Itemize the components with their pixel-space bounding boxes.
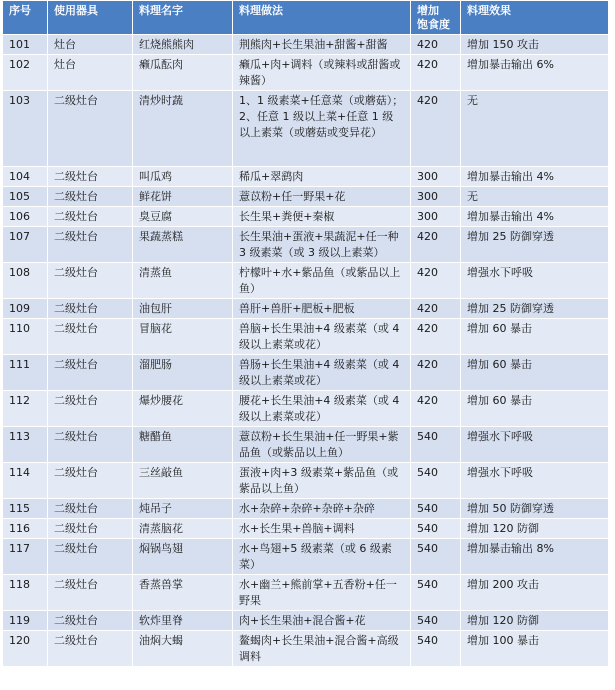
table-row <box>3 35 609 55</box>
cell-effect: 增强水下呼吸 <box>461 263 609 299</box>
cell-id: 109 <box>3 299 48 319</box>
cell-effect: 无 <box>461 187 609 207</box>
table-row <box>3 631 609 667</box>
table-row <box>3 519 609 539</box>
cell-id: 101 <box>3 35 48 55</box>
cell-id: 112 <box>3 391 48 427</box>
header-id: 序号 <box>3 1 48 35</box>
cell-satiety: 420 <box>411 319 461 355</box>
cell-name: 鲜花饼 <box>133 187 233 207</box>
header-satiety: 增加 饱食度 <box>411 1 461 35</box>
cell-effect: 增加暴击输出 6% <box>461 55 609 91</box>
cell-method: 1、1 级素菜+任意菜（或蘑菇）；2、任意 1 级以上菜+任意 1 级以上素菜（或蘑菇或变异花） <box>233 91 411 167</box>
cell-name: 果蔬蒸糕 <box>133 227 233 263</box>
cell-id: 113 <box>3 427 48 463</box>
cell-method: 长生果油+蛋液+果蔬泥+任一种 3 级素菜（或 3 级以上素菜） <box>233 227 411 263</box>
cell-tool: 二级灶台 <box>48 391 133 427</box>
cell-id: 105 <box>3 187 48 207</box>
table-row <box>3 167 609 187</box>
header-name: 料理名字 <box>133 1 233 35</box>
cell-satiety: 420 <box>411 299 461 319</box>
cell-tool: 二级灶台 <box>48 519 133 539</box>
table-row <box>3 55 609 91</box>
cell-id: 114 <box>3 463 48 499</box>
cell-tool: 灶台 <box>48 35 133 55</box>
cell-method: 兽脑+长生果油+4 级素菜（或 4 级以上素菜或花） <box>233 319 411 355</box>
cell-satiety: 300 <box>411 187 461 207</box>
table-row <box>3 299 609 319</box>
header-method: 料理做法 <box>233 1 411 35</box>
header-effect: 料理效果 <box>461 1 609 35</box>
table-row <box>3 263 609 299</box>
cell-effect: 增强水下呼吸 <box>461 463 609 499</box>
cell-method: 肉+长生果油+混合酱+花 <box>233 611 411 631</box>
cell-name: 炖吊子 <box>133 499 233 519</box>
cell-effect: 增加暴击输出 4% <box>461 207 609 227</box>
cell-method: 薏苡粉+长生果油+任一野果+紫品鱼（或紫品以上鱼） <box>233 427 411 463</box>
cell-effect: 增加 60 暴击 <box>461 355 609 391</box>
cell-satiety: 540 <box>411 575 461 611</box>
cell-effect: 增加 150 攻击 <box>461 35 609 55</box>
cell-id: 120 <box>3 631 48 667</box>
cell-method: 鳌蝎肉+长生果油+混合酱+高级调料 <box>233 631 411 667</box>
cell-tool: 二级灶台 <box>48 463 133 499</box>
cell-id: 119 <box>3 611 48 631</box>
cell-method: 腰花+长生果油+4 级素菜（或 4 级以上素菜或花） <box>233 391 411 427</box>
cell-satiety: 300 <box>411 167 461 187</box>
cell-id: 103 <box>3 91 48 167</box>
cell-method: 水+杂碎+杂碎+杂碎+杂碎 <box>233 499 411 519</box>
cell-method: 蛋液+肉+3 级素菜+紫品鱼（或紫品以上鱼） <box>233 463 411 499</box>
recipe-table <box>2 0 609 667</box>
cell-tool: 二级灶台 <box>48 91 133 167</box>
cell-effect: 增加暴击输出 4% <box>461 167 609 187</box>
cell-method: 兽肝+兽肝+肥板+肥板 <box>233 299 411 319</box>
cell-method: 水+长生果+兽脑+调料 <box>233 519 411 539</box>
cell-name: 清蒸鱼 <box>133 263 233 299</box>
cell-effect: 增加 100 暴击 <box>461 631 609 667</box>
cell-id: 106 <box>3 207 48 227</box>
cell-name: 溜肥肠 <box>133 355 233 391</box>
cell-satiety: 540 <box>411 631 461 667</box>
cell-effect: 增强水下呼吸 <box>461 427 609 463</box>
table-row <box>3 463 609 499</box>
cell-tool: 二级灶台 <box>48 611 133 631</box>
cell-tool: 二级灶台 <box>48 319 133 355</box>
table-row <box>3 391 609 427</box>
table-row <box>3 207 609 227</box>
cell-name: 爆炒腰花 <box>133 391 233 427</box>
cell-name: 焖锅鸟翅 <box>133 539 233 575</box>
cell-method: 水+幽兰+熊前掌+五香粉+任一野果 <box>233 575 411 611</box>
cell-method: 长生果+粪便+秦椒 <box>233 207 411 227</box>
cell-id: 104 <box>3 167 48 187</box>
cell-id: 118 <box>3 575 48 611</box>
cell-tool: 二级灶台 <box>48 207 133 227</box>
cell-satiety: 540 <box>411 499 461 519</box>
cell-satiety: 540 <box>411 427 461 463</box>
cell-tool: 二级灶台 <box>48 355 133 391</box>
cell-satiety: 420 <box>411 263 461 299</box>
cell-effect: 增加 120 防御 <box>461 611 609 631</box>
cell-tool: 二级灶台 <box>48 167 133 187</box>
cell-name: 清蒸脑花 <box>133 519 233 539</box>
table-row <box>3 91 609 167</box>
cell-tool: 二级灶台 <box>48 575 133 611</box>
cell-effect: 增加暴击输出 8% <box>461 539 609 575</box>
table-row <box>3 319 609 355</box>
cell-tool: 二级灶台 <box>48 631 133 667</box>
cell-id: 111 <box>3 355 48 391</box>
cell-method: 薏苡粉+任一野果+花 <box>233 187 411 207</box>
cell-name: 癞瓜酝肉 <box>133 55 233 91</box>
cell-name: 叫瓜鸡 <box>133 167 233 187</box>
cell-id: 115 <box>3 499 48 519</box>
cell-tool: 灶台 <box>48 55 133 91</box>
cell-satiety: 420 <box>411 55 461 91</box>
cell-tool: 二级灶台 <box>48 227 133 263</box>
table-header-row <box>3 1 609 35</box>
cell-effect: 无 <box>461 91 609 167</box>
table-row <box>3 187 609 207</box>
cell-satiety: 540 <box>411 519 461 539</box>
cell-satiety: 540 <box>411 463 461 499</box>
table-row <box>3 611 609 631</box>
cell-effect: 增加 60 暴击 <box>461 319 609 355</box>
cell-method: 兽肠+长生果油+4 级素菜（或 4 级以上素菜或花） <box>233 355 411 391</box>
cell-method: 柠檬叶+水+紫品鱼（或紫品以上鱼） <box>233 263 411 299</box>
cell-id: 108 <box>3 263 48 299</box>
table-row <box>3 539 609 575</box>
cell-satiety: 420 <box>411 91 461 167</box>
table-row <box>3 427 609 463</box>
cell-effect: 增加 200 攻击 <box>461 575 609 611</box>
cell-name: 软炸里脊 <box>133 611 233 631</box>
cell-id: 107 <box>3 227 48 263</box>
cell-satiety: 420 <box>411 227 461 263</box>
cell-name: 香蒸兽掌 <box>133 575 233 611</box>
cell-id: 102 <box>3 55 48 91</box>
cell-name: 三丝敲鱼 <box>133 463 233 499</box>
cell-id: 116 <box>3 519 48 539</box>
cell-satiety: 540 <box>411 611 461 631</box>
table-row <box>3 227 609 263</box>
cell-method: 稀瓜+翠鹞肉 <box>233 167 411 187</box>
cell-method: 荆熊肉+长生果油+甜酱+甜酱 <box>233 35 411 55</box>
table-row <box>3 575 609 611</box>
cell-id: 117 <box>3 539 48 575</box>
cell-effect: 增加 25 防御穿透 <box>461 227 609 263</box>
cell-tool: 二级灶台 <box>48 539 133 575</box>
cell-tool: 二级灶台 <box>48 499 133 519</box>
cell-satiety: 420 <box>411 355 461 391</box>
header-tool: 使用器具 <box>48 1 133 35</box>
cell-satiety: 540 <box>411 539 461 575</box>
cell-satiety: 420 <box>411 391 461 427</box>
cell-name: 臭豆腐 <box>133 207 233 227</box>
cell-id: 110 <box>3 319 48 355</box>
cell-name: 清炒时蔬 <box>133 91 233 167</box>
table-row <box>3 355 609 391</box>
cell-tool: 二级灶台 <box>48 299 133 319</box>
cell-name: 红烧熊熊肉 <box>133 35 233 55</box>
cell-method: 水+鸟翅+5 级素菜（或 6 级素菜） <box>233 539 411 575</box>
cell-tool: 二级灶台 <box>48 263 133 299</box>
cell-name: 油包肝 <box>133 299 233 319</box>
cell-name: 油焖大蝎 <box>133 631 233 667</box>
cell-method: 癞瓜+肉+调料（或辣料或甜酱或辣酱） <box>233 55 411 91</box>
cell-effect: 增加 25 防御穿透 <box>461 299 609 319</box>
cell-name: 糖醋鱼 <box>133 427 233 463</box>
cell-satiety: 300 <box>411 207 461 227</box>
cell-name: 冒脑花 <box>133 319 233 355</box>
cell-tool: 二级灶台 <box>48 187 133 207</box>
cell-satiety: 420 <box>411 35 461 55</box>
table-row <box>3 499 609 519</box>
cell-tool: 二级灶台 <box>48 427 133 463</box>
cell-effect: 增加 60 暴击 <box>461 391 609 427</box>
cell-effect: 增加 120 防御 <box>461 519 609 539</box>
cell-effect: 增加 50 防御穿透 <box>461 499 609 519</box>
